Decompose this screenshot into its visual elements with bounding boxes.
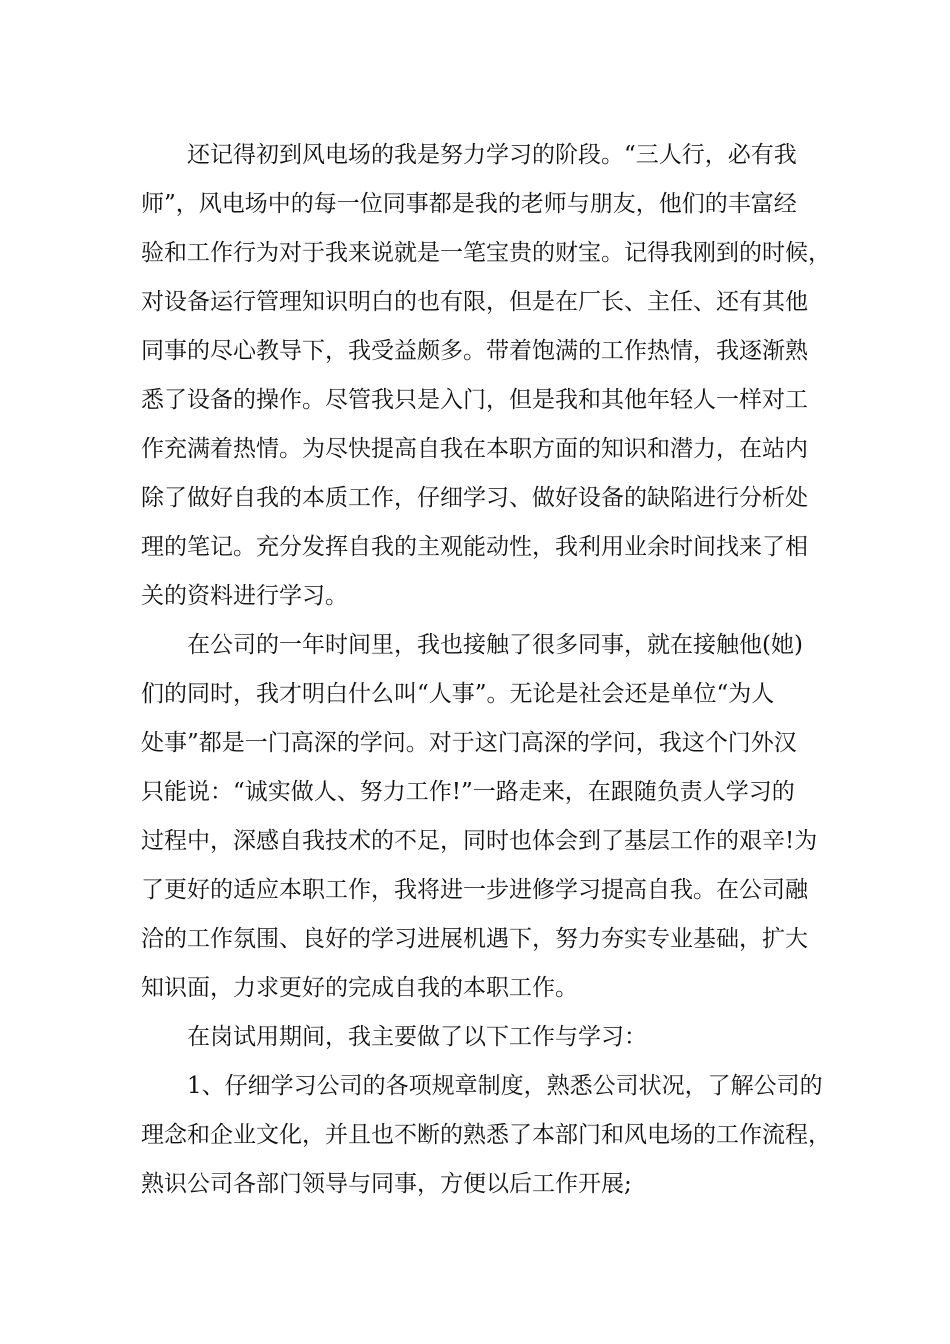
paragraph-4-line-2: 理念和企业文化，并且也不断的熟悉了本部门和风电场的工作流程， [141,1122,831,1148]
paragraph-1-line-4: 对设备运行管理知识明白的也有限，但是在厂长、主任、还有其他 [141,289,808,315]
paragraph-2-line-8: 知识面，力求更好的完成自我的本职工作。 [141,975,578,1001]
paragraph-1-line-10: 关的资料进行学习。 [141,583,348,609]
paragraph-2-line-1: 在公司的一年时间里，我也接触了很多同事，就在接触他(她) [187,632,803,658]
paragraph-3-line-1: 在岗试用期间，我主要做了以下工作与学习： [187,1024,647,1050]
paragraph-2-line-7: 洽的工作氛围、良好的学习进展机遇下，努力夯实专业基础，扩大 [141,926,808,952]
paragraph-1-line-7: 作充满着热情。为尽快提高自我在本职方面的知识和潜力，在站内 [141,436,808,462]
paragraph-1-line-2: 师”，风电场中的每一位同事都是我的老师与朋友，他们的丰富经 [141,191,797,217]
paragraph-2-line-4: 只能说：“诚实做人、努力工作!”一路走来，在跟随负责人学习的 [141,779,795,805]
document-body [141,131,831,1209]
paragraph-1-line-9: 理的笔记。充分发挥自我的主观能动性，我利用业余时间找来了相 [141,534,808,560]
paragraph-2-line-6: 了更好的适应本职工作，我将进一步进修学习提高自我。在公司融 [141,877,808,903]
paragraph-1-line-3: 验和工作行为对于我来说就是一笔宝贵的财宝。记得我刚到的时候， [141,240,831,266]
paragraph-2-line-5: 过程中，深感自我技术的不足，同时也体会到了基层工作的艰辛!为 [141,828,818,854]
paragraph-2-line-2: 们的同时，我才明白什么叫“人事”。无论是社会还是单位“为人 [141,681,775,707]
paragraph-4-line-1: 1、仔细学习公司的各项规章制度，熟悉公司状况，了解公司的 [187,1073,823,1099]
paragraph-1-line-5: 同事的尽心教导下，我受益颇多。带着饱满的工作热情，我逐渐熟 [141,338,808,364]
paragraph-1-line-6: 悉了设备的操作。尽管我只是入门，但是我和其他年轻人一样对工 [141,387,808,413]
paragraph-1-line-1: 还记得初到风电场的我是努力学习的阶段。“三人行，必有我 [187,142,797,168]
paragraph-1-line-8: 除了做好自我的本质工作，仔细学习、做好设备的缺陷进行分析处 [141,485,808,511]
paragraph-4-line-3: 熟识公司各部门领导与同事，方便以后工作开展; [141,1171,632,1197]
paragraph-2-line-3: 处事”都是一门高深的学问。对于这门高深的学问，我这个门外汉 [141,730,797,756]
